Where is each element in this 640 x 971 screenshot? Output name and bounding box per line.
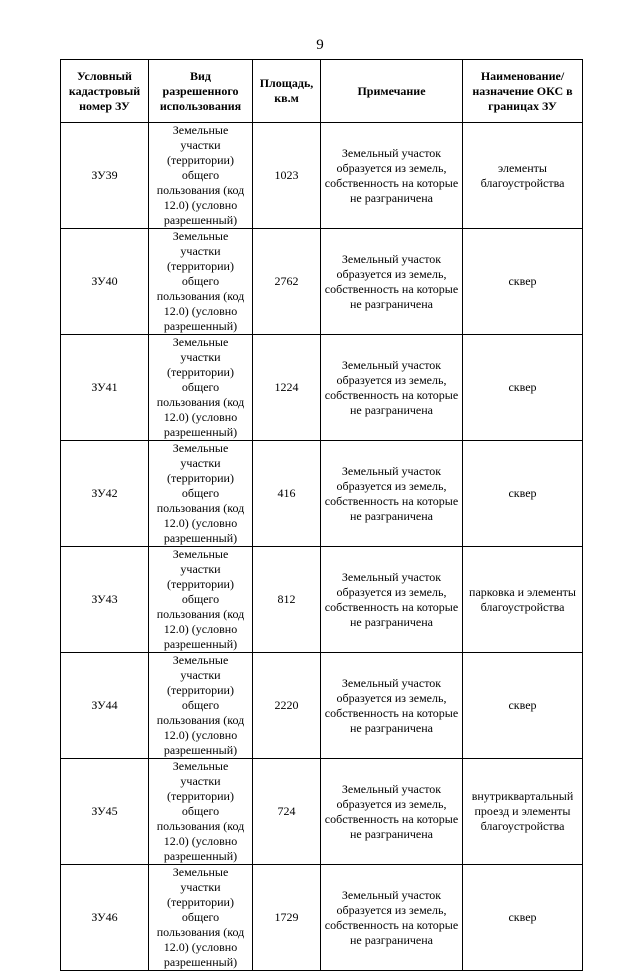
cell-note: Земельный участок образуется из земель, собственность на которые не разграничена — [321, 229, 463, 335]
cell-cadastral-number: ЗУ43 — [61, 547, 149, 653]
header-permitted-use: Вид разрешенного использования — [149, 60, 253, 123]
table-row — [61, 759, 583, 865]
cell-note: Земельный участок образуется из земель, собственность на которые не разграничена — [321, 123, 463, 229]
cell-note: Земельный участок образуется из земель, собственность на которые не разграничена — [321, 865, 463, 971]
table-row — [61, 229, 583, 335]
cell-permitted-use: Земельные участки (территории) общего пользования (код 12.0) (условно разрешенный) — [149, 229, 253, 335]
cell-area: 2762 — [253, 229, 321, 335]
cell-purpose: элементы благоустройства — [463, 123, 583, 229]
cell-area: 2220 — [253, 653, 321, 759]
table-row — [61, 653, 583, 759]
cell-note: Земельный участок образуется из земель, собственность на которые не разграничена — [321, 547, 463, 653]
cell-purpose: сквер — [463, 335, 583, 441]
cell-purpose: внутриквартальный проезд и элементы благоустройства — [463, 759, 583, 865]
table-row — [61, 865, 583, 971]
table-row — [61, 441, 583, 547]
cell-permitted-use: Земельные участки (территории) общего пользования (код 12.0) (условно разрешенный) — [149, 547, 253, 653]
table-header — [61, 60, 583, 123]
header-purpose: Наименование/ назначение ОКС в границах ЗУ — [463, 60, 583, 123]
cell-cadastral-number: ЗУ46 — [61, 865, 149, 971]
header-area: Площадь, кв.м — [253, 60, 321, 123]
cell-permitted-use: Земельные участки (территории) общего пользования (код 12.0) (условно разрешенный) — [149, 865, 253, 971]
cell-permitted-use: Земельные участки (территории) общего пользования (код 12.0) (условно разрешенный) — [149, 759, 253, 865]
cell-cadastral-number: ЗУ42 — [61, 441, 149, 547]
cell-cadastral-number: ЗУ39 — [61, 123, 149, 229]
cell-note: Земельный участок образуется из земель, собственность на которые не разграничена — [321, 335, 463, 441]
cell-cadastral-number: ЗУ41 — [61, 335, 149, 441]
cell-purpose: сквер — [463, 865, 583, 971]
header-cadastral-number: Условный кадастровый номер ЗУ — [61, 60, 149, 123]
table-body — [61, 123, 583, 971]
cell-purpose: сквер — [463, 653, 583, 759]
table-row — [61, 335, 583, 441]
cell-cadastral-number: ЗУ45 — [61, 759, 149, 865]
cell-note: Земельный участок образуется из земель, собственность на которые не разграничена — [321, 759, 463, 865]
cell-area: 1023 — [253, 123, 321, 229]
cell-note: Земельный участок образуется из земель, собственность на которые не разграничена — [321, 653, 463, 759]
cell-area: 1729 — [253, 865, 321, 971]
cell-purpose: сквер — [463, 441, 583, 547]
cell-cadastral-number: ЗУ40 — [61, 229, 149, 335]
table-row — [61, 123, 583, 229]
cell-permitted-use: Земельные участки (территории) общего пользования (код 12.0) (условно разрешенный) — [149, 653, 253, 759]
table-row — [61, 547, 583, 653]
cell-area: 416 — [253, 441, 321, 547]
cell-note: Земельный участок образуется из земель, собственность на которые не разграничена — [321, 441, 463, 547]
cell-permitted-use: Земельные участки (территории) общего пользования (код 12.0) (условно разрешенный) — [149, 123, 253, 229]
cell-area: 1224 — [253, 335, 321, 441]
page-number: 9 — [316, 37, 324, 53]
cell-area: 724 — [253, 759, 321, 865]
cell-purpose: парковка и элементы благоустройства — [463, 547, 583, 653]
cell-permitted-use: Земельные участки (территории) общего пользования (код 12.0) (условно разрешенный) — [149, 335, 253, 441]
cell-cadastral-number: ЗУ44 — [61, 653, 149, 759]
header-row — [61, 60, 583, 123]
land-plots-table — [60, 59, 583, 971]
cell-permitted-use: Земельные участки (территории) общего пользования (код 12.0) (условно разрешенный) — [149, 441, 253, 547]
cell-purpose: сквер — [463, 229, 583, 335]
header-note: Примечание — [321, 60, 463, 123]
cell-area: 812 — [253, 547, 321, 653]
